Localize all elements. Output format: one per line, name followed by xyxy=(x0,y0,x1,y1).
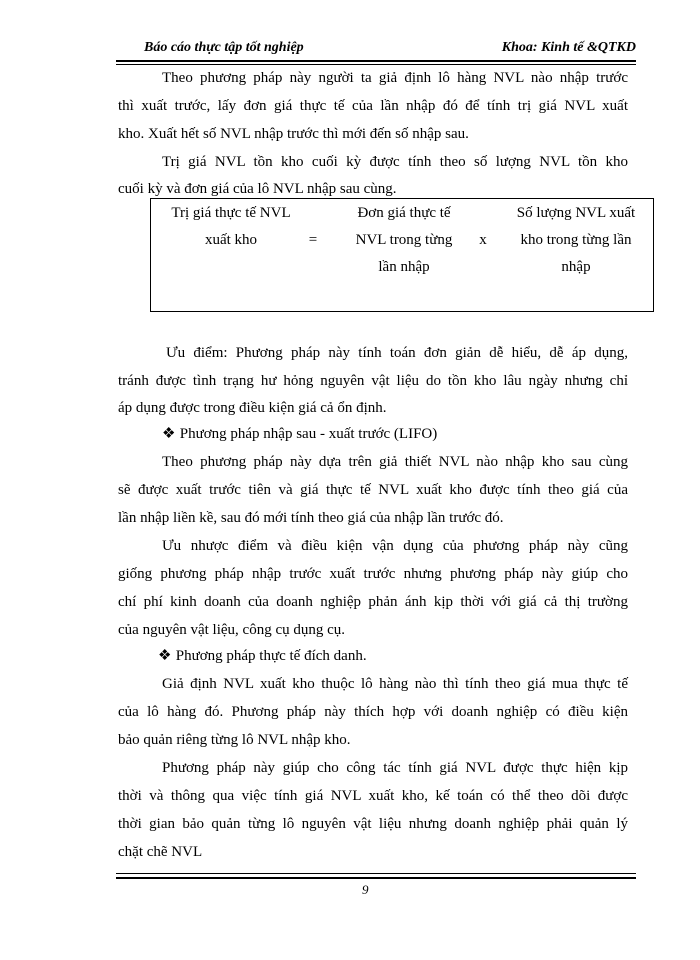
header-divider-thin xyxy=(116,64,636,65)
footer-divider-thin xyxy=(116,873,636,874)
page-number: 9 xyxy=(362,882,369,897)
page-header xyxy=(116,38,636,58)
paragraph-line: Trị giá NVL tồn kho cuối kỳ được tính theo số lượng NVL tồn kho xyxy=(162,154,628,170)
paragraph-line: của nguyên vật liệu, công cụ dụng cụ. xyxy=(118,622,346,638)
formula-text: Trị giá thực tế NVL xyxy=(171,205,291,221)
paragraph-line: chí phí kinh doanh của doanh nghiệp phản ánh kịp thời với giá cả thị trường xyxy=(118,594,628,610)
paragraph-line: áp dụng được trong điều kiện giá cả ổn định. xyxy=(118,400,387,416)
formula-term-inventory-value xyxy=(151,200,311,254)
formula-equals: = xyxy=(308,232,318,248)
paragraph-line: Ưu nhược điểm và điều kiện vận dụng của phương pháp này cũng xyxy=(162,538,628,554)
paragraph-line: thì xuất trước, lấy đơn giá thực tế của lần nhập đó để tính trị giá NVL xuất xyxy=(118,98,628,114)
formula-box xyxy=(150,198,654,312)
diamond-bullet-icon: ❖ xyxy=(158,648,172,664)
formula-text: xuất kho xyxy=(204,232,258,248)
header-faculty: Khoa: Kinh tế &QTKD xyxy=(501,40,636,55)
paragraph-line: kho. Xuất hết số NVL nhập trước thì mới đến số nhập sau. xyxy=(118,126,469,142)
footer-divider xyxy=(116,877,636,879)
paragraph-line: Phương pháp này giúp cho công tác tính giá NVL được thực hiện kịp xyxy=(162,760,628,776)
formula-text: NVL trong từng xyxy=(355,232,453,248)
paragraph-line: thời và thông qua việc tính giá NVL xuất kho, kế toán có thể theo dõi được xyxy=(118,788,628,804)
paragraph-line: chặt chẽ NVL xyxy=(118,844,203,860)
formula-text: Số lượng NVL xuất xyxy=(516,205,636,221)
formula-text: Đơn giá thực tế xyxy=(357,205,451,221)
paragraph-line: Theo phương pháp này người ta giả định lô hàng NVL nào nhập trước xyxy=(162,70,628,86)
paragraph-line: giống phương pháp nhập trước xuất trước nhưng phương pháp này giúp cho xyxy=(118,566,628,582)
paragraph-line: tránh được tình trạng hư hỏng nguyên vật liệu do tồn kho lâu ngày nhưng chỉ xyxy=(118,373,628,389)
formula-term-unit-price xyxy=(339,200,469,281)
bullet-item-lifo xyxy=(162,425,437,443)
bullet-text: Phương pháp thực tế đích danh. xyxy=(175,648,367,664)
formula-text: kho trong từng lần xyxy=(520,232,632,248)
paragraph-line: lần nhập liền kề, sau đó mới tính theo giá của nhập lần trước đó. xyxy=(118,510,504,526)
paragraph-line: Theo phương pháp này dựa trên giả thiết NVL nào nhập kho sau cùng xyxy=(162,454,628,470)
bullet-text: Phương pháp nhập sau - xuất trước (LIFO) xyxy=(179,426,438,442)
header-divider xyxy=(116,60,636,62)
formula-text: lần nhập xyxy=(378,259,430,275)
header-report-title: Báo cáo thực tập tốt nghiệp xyxy=(144,40,304,55)
paragraph-line: Ưu điểm: Phương pháp này tính toán đơn giản dễ hiểu, dễ áp dụng, xyxy=(166,345,628,361)
paragraph-line: sẽ được xuất trước tiên và giá thực tế NVL xuất kho được tính theo giá của xyxy=(118,482,628,498)
paragraph-line: thời gian bảo quản từng lô nguyên vật liệu nhưng doanh nghiệp phải quản lý xyxy=(118,816,628,832)
paragraph-line: bảo quản riêng từng lô NVL nhập kho. xyxy=(118,732,351,748)
paragraph-line: cuối kỳ và đơn giá của lô NVL nhập sau cùng. xyxy=(118,181,397,197)
paragraph-line: Giả định NVL xuất kho thuộc lô hàng nào thì tính theo giá mua thực tế xyxy=(162,676,628,692)
formula-times: x xyxy=(479,232,487,248)
formula-term-quantity xyxy=(501,200,651,281)
paragraph-line: của lô hàng đó. Phương pháp này thích hợp với doanh nghiệp có điều kiện xyxy=(118,704,628,720)
diamond-bullet-icon: ❖ xyxy=(162,426,176,442)
formula-text: nhập xyxy=(561,259,591,275)
bullet-item-specific-identification xyxy=(158,647,367,665)
